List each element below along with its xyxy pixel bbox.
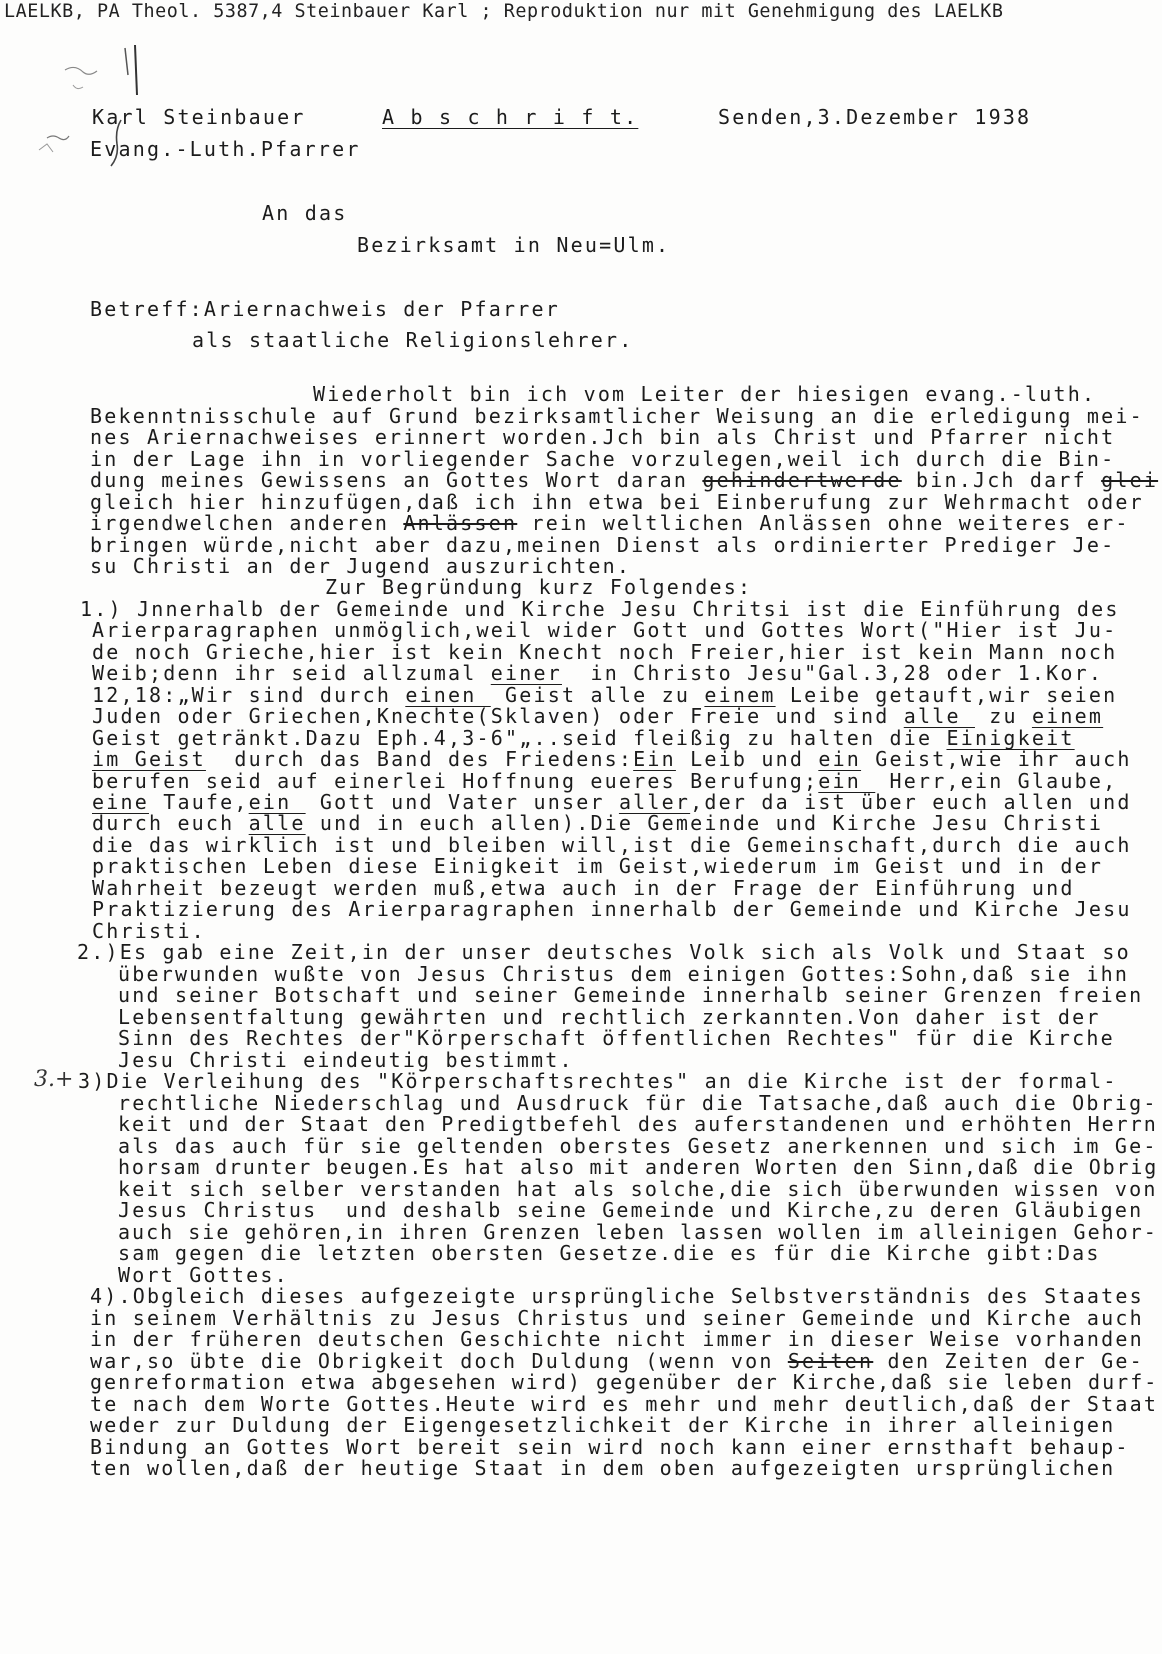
text-run: überwunden wußte von Jesus Christus dem einigen Gottes:Sohn,daß sie ihn [118, 962, 1130, 986]
recipient-line-2: Bezirksamt in Neu=Ulm. [357, 233, 671, 257]
text-run: Geist,wie ihr auch [861, 747, 1132, 771]
subject-line-1: Betreff:Ariernachweis der Pfarrer [90, 297, 560, 321]
underlined-text: Einigkeit [946, 726, 1075, 750]
body-line [90, 1371, 1158, 1393]
text-run: Taufe, [148, 790, 249, 814]
body-line [90, 1328, 1144, 1350]
text-run: Wiederholt bin ich vom Leiter der hiesigen evang.-luth. [313, 382, 1097, 406]
body-line [80, 598, 1120, 620]
body-line [118, 1242, 1101, 1264]
body-line [90, 1436, 1130, 1458]
body-line [90, 1307, 1144, 1329]
body-line [118, 1199, 1143, 1221]
text-run: ,der da ist über euch allen und [690, 790, 1132, 814]
text-run: Herr,ein Glaube, [875, 769, 1118, 793]
text-run: Wahrheit bezeugt werden muß,etwa auch in der Frage der Einführung und [92, 876, 1075, 900]
text-run: Leibe getauft,wir seien [775, 683, 1118, 707]
body-line [325, 576, 752, 598]
body-line [118, 1113, 1158, 1135]
struck-text: Seiten [787, 1349, 874, 1373]
underlined-text: einer [490, 661, 562, 685]
text-run: bringen würde,nicht aber dazu,meinen Dienst als ordinierter Prediger Je- [90, 533, 1116, 557]
text-run: berufen seid auf einerlei Hoffnung eueres Berufung; [92, 769, 819, 793]
text-run: Arierparagraphen unmöglich,weil wider Gott und Gottes Wort("Hier ist Ju- [92, 618, 1118, 642]
text-run: auch sie gehören,in ihren Grenzen leben lassen wollen im alleinigen Gehor- [118, 1220, 1158, 1244]
body-line [92, 619, 1117, 641]
underlined-text: einem [704, 683, 776, 707]
text-run: Geist getränkt.Dazu Eph.4,3-6"„..seid fleißig zu halten die [92, 726, 947, 750]
text-run: Bindung an Gottes Wort bereit sein wird noch kann einer ernsthaft behaup- [90, 1435, 1130, 1459]
text-run: Jesus Christus und deshalb seine Gemeinde und Kirche,zu deren Gläubigen [118, 1198, 1144, 1222]
text-run: zu [974, 704, 1032, 728]
text-run: rechtliche Niederschlag und Ausdruck für die Tatsache,daß auch die Obrig- [118, 1091, 1158, 1115]
text-run: 3)Die Verleihung des "Körperschaftsrechtes" an die Kirche ist der formal- [78, 1069, 1118, 1093]
text-run: rein weltlichen Anlässen ohne weiteres er- [517, 511, 1130, 535]
body-line [118, 1049, 574, 1071]
text-run: weder zur Duldung der Eigengesetzlichkeit der Kirche in ihrer alleinigen [90, 1413, 1116, 1437]
underlined-text: einem [1031, 704, 1104, 728]
body-line [92, 791, 1132, 813]
text-run: 12,18:„Wir sind durch [92, 683, 406, 707]
body-line [118, 1156, 1158, 1178]
text-run: dung meines Gewissens an Gottes Wort daran [90, 468, 703, 492]
body-line [92, 748, 1132, 770]
body-line [118, 984, 1143, 1006]
underlined-text: ein [818, 747, 862, 771]
body-line [313, 383, 1096, 405]
text-run: de noch Grieche,hier ist kein Knecht noch Freier,hier ist kein Mann noch [92, 640, 1118, 664]
body-line [90, 491, 1144, 513]
body-line [90, 426, 1115, 448]
body-line [92, 662, 1103, 684]
body-line [92, 727, 1075, 749]
text-run: Zur Begründung kurz Folgendes: [325, 575, 753, 599]
body-line [118, 1092, 1158, 1114]
text-run: in der Lage ihn in vorliegender Sache vorzulegen,weil ich durch die Bin- [90, 447, 1116, 471]
underlined-text: ein [248, 790, 306, 814]
body-line [90, 448, 1115, 470]
text-run: 2.)Es gab eine Zeit,in der unser deutsches Volk sich als Volk und Staat so [77, 940, 1131, 964]
recipient-line-1: An das [262, 201, 348, 225]
underlined-text: ein [818, 769, 876, 793]
place-date: Senden,3.Dezember 1938 [718, 105, 1032, 129]
text-run: war,so übte die Obrigkeit doch Duldung (wenn von [90, 1349, 788, 1373]
underlined-text: Ein [633, 747, 676, 771]
text-run: als das auch für sie geltenden oberstes Gesetz anerkennen und sich im Ge- [118, 1134, 1158, 1158]
underlined-text: alle [903, 704, 975, 728]
underlined-text: im Geist [92, 747, 206, 771]
body-line [90, 1393, 1158, 1415]
body-line [118, 1178, 1158, 1200]
text-run: durch euch [92, 811, 249, 835]
text-run: und seiner Botschaft und seiner Gemeinde innerhalb seiner Grenzen freien [118, 983, 1144, 1007]
body-line [118, 1221, 1158, 1243]
sender-name: Karl Steinbauer [92, 105, 306, 129]
text-run: keit sich selber verstanden hat als solche,die sich überwunden wissen von [118, 1177, 1158, 1201]
body-line [90, 405, 1144, 427]
text-run: in der früheren deutschen Geschichte nicht immer in dieser Weise vorhanden [90, 1327, 1144, 1351]
sender-title: Evang.-Luth.Pfarrer [90, 137, 361, 161]
text-run: Jesu Christi eindeutig bestimmt. [118, 1048, 574, 1072]
body-line [90, 1285, 1144, 1307]
body-line [90, 555, 631, 577]
text-run: in seinem Verhältnis zu Jesus Christus und seiner Gemeinde und Kirche auch [90, 1306, 1144, 1330]
text-run: nes Ariernachweises erinnert worden.Jch bin als Christ und Pfarrer nicht [90, 425, 1116, 449]
body-line [90, 469, 1158, 491]
underlined-text: aller [618, 790, 691, 814]
text-run: Lebensentfaltung gewährten und rechtlich zerkannten.Von daher ist der [118, 1005, 1101, 1029]
subject-line-2: als staatliche Religionslehrer. [192, 328, 634, 352]
body-line [92, 705, 1103, 727]
body-line [92, 898, 1132, 920]
text-run: sam gegen die letzten obersten Gesetze.die es für die Kirche gibt:Das [118, 1241, 1101, 1265]
text-run: Bekenntnisschule auf Grund bezirksamtlicher Weisung an die erledigung mei- [90, 404, 1144, 428]
text-run: su Christi an der Jugend auszurichten. [90, 554, 632, 578]
body-line [92, 641, 1117, 663]
margin-annotation: 3.+ [34, 1067, 74, 1092]
text-run: ten wollen,daß der heutige Staat in dem oben aufgezeigten ursprünglichen [90, 1456, 1116, 1480]
text-run: keit und der Staat den Predigtbefehl des auferstandenen und erhöhten Herrn [118, 1112, 1158, 1136]
body-line [90, 534, 1115, 556]
body-line [92, 877, 1075, 899]
text-run: horsam drunter beugen.Es hat also mit anderen Worten den Sinn,daß die Obrig [118, 1155, 1159, 1179]
text-run: te nach dem Worte Gottes.Heute wird es mehr und mehr deutlich,daß der Staat [90, 1392, 1159, 1416]
text-run: Leib und [675, 747, 819, 771]
text-run: Geist alle zu [490, 683, 705, 707]
text-run: durch das Band des Friedens: [205, 747, 634, 771]
body-line [90, 1350, 1144, 1372]
text-run: und in euch allen).Die Gemeinde und Kirche Jesu Christi [305, 811, 1104, 835]
struck-text: glei [1101, 468, 1159, 492]
body-line [90, 1457, 1115, 1479]
underlined-text: alle [248, 811, 306, 835]
text-run: die das wirklich ist und bleiben will,ist die Gemeinschaft,durch die auch [92, 833, 1132, 857]
body-line [78, 1070, 1118, 1092]
text-run: Praktizierung des Arierparagraphen innerhalb der Gemeinde und Kirche Jesu [92, 897, 1132, 921]
body-line [90, 512, 1130, 534]
text-run: praktischen Leben diese Einigkeit im Geist,wiederum im Geist und in der [92, 854, 1104, 878]
struck-text: Anlässen [403, 511, 518, 535]
text-run: Gott und Vater unser [305, 790, 619, 814]
body-line [92, 770, 1117, 792]
text-run: genreformation etwa abgesehen wird) gegenüber der Kirche,daß sie leben durf- [90, 1370, 1159, 1394]
body-line [90, 1414, 1115, 1436]
body-line [118, 963, 1129, 985]
text-run: 4).Obgleich dieses aufgezeigte ursprüngliche Selbstverständnis des Staates [90, 1284, 1144, 1308]
text-run: Christi. [92, 919, 206, 943]
underlined-text: eine [92, 790, 149, 814]
text-run: gleich hier hinzufügen,daß ich ihn etwa bei Einberufung zur Wehrmacht oder [90, 490, 1144, 514]
body-line [92, 812, 1103, 834]
text-run: Sinn des Rechtes der"Körperschaft öffentlichen Rechtes" für die Kirche [118, 1026, 1115, 1050]
body-line [118, 1264, 289, 1286]
underlined-text: einen [405, 683, 491, 707]
text-run: Juden oder Griechen,Knechte(Sklaven) oder Freie und sind [92, 704, 904, 728]
body-line [92, 920, 206, 942]
body-line [92, 855, 1103, 877]
text-run: Weib;denn ihr seid allzumal [92, 661, 491, 685]
document-label: A b s c h r i f t. [382, 105, 639, 129]
body-line [77, 941, 1131, 963]
struck-text: gehindertwerde [702, 468, 902, 492]
text-run: bin.Jch darf [901, 468, 1102, 492]
text-run: irgendwelchen anderen [90, 511, 404, 535]
archive-stamp: LAELKB, PA Theol. 5387,4 Steinbauer Karl ; Reproduktion nur mit Genehmigung des LAELKB [4, 1, 1004, 22]
text-run: Wort Gottes. [118, 1263, 289, 1287]
text-run: den Zeiten der Ge- [873, 1349, 1144, 1373]
body-line [92, 834, 1132, 856]
body-line [92, 684, 1117, 706]
text-run: in Christo Jesu"Gal.3,28 oder 1.Kor. [561, 661, 1104, 685]
text-run: 1.) Jnnerhalb der Gemeinde und Kirche Jesu Chritsi ist die Einführung des [80, 597, 1120, 621]
body-line [118, 1135, 1158, 1157]
body-line [118, 1027, 1115, 1049]
body-line [118, 1006, 1101, 1028]
